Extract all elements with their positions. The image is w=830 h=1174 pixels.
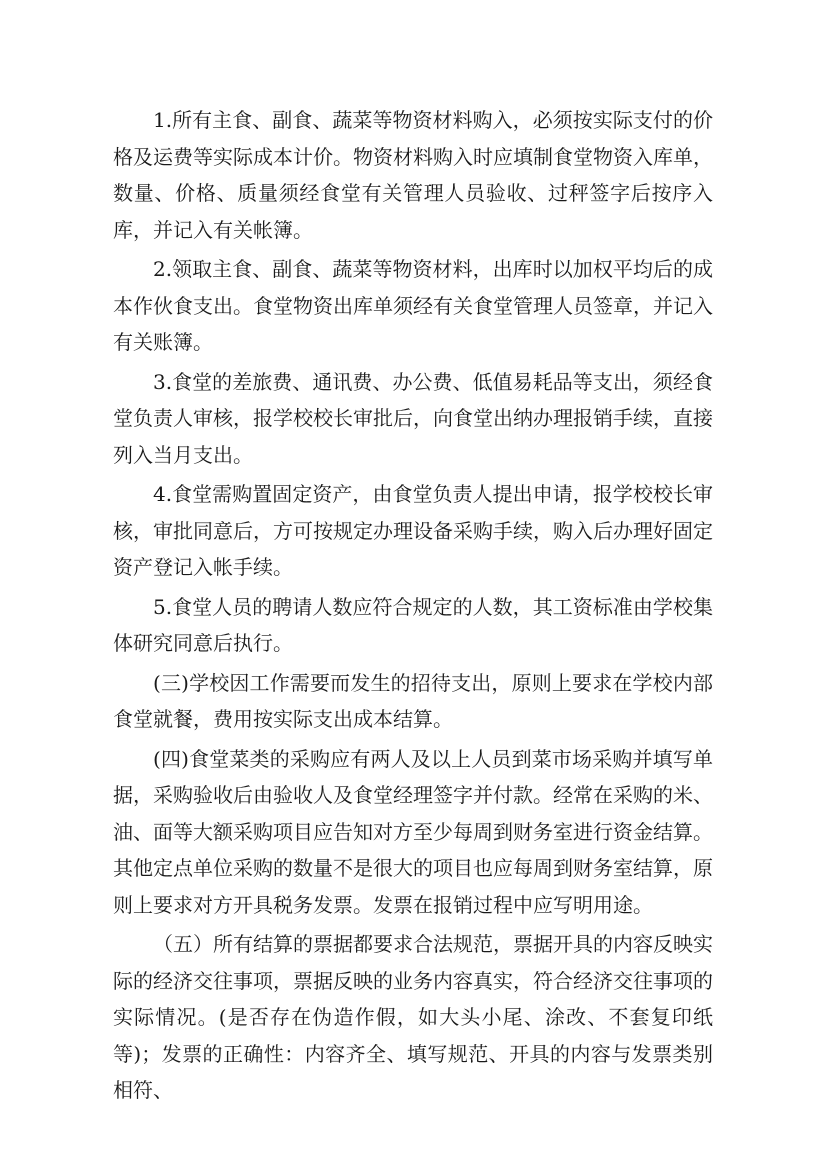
paragraph-section-5: （五）所有结算的票据都要求合法规范，票据开具的内容反映实际的经济交往事项，票据反映的业务内容真实，符合经济交往事项的实际情况。(是否存在伪造作假，如大头小尾、涂改、不套复印纸等)；发票的正确性：内容齐全、填写规范、开具的内容与发票类别相符、 — [113, 932, 713, 1102]
paragraph-section-3: (三)学校因工作需要而发生的招待支出，原则上要求在学校内部食堂就餐，费用按实际支出成本结算。 — [113, 670, 713, 731]
paragraph-item-5: 5.食堂人员的聘请人数应符合规定的人数，其工资标准由学校集体研究同意后执行。 — [113, 594, 713, 655]
paragraph-item-2: 2.领取主食、副食、蔬菜等物资材料，出库时以加权平均后的成本作伙食支出。食堂物资出库单须经有关食堂管理人员签章，并记入有关账簿。 — [113, 257, 713, 354]
paragraph-item-4: 4.食堂需购置固定资产，由食堂负责人提出申请，报学校校长审核，审批同意后，方可按规定办理设备采购手续，购入后办理好固定资产登记入帐手续。 — [113, 482, 713, 579]
paragraph-item-3: 3.食堂的差旅费、通讯费、办公费、低值易耗品等支出，须经食堂负责人审核，报学校校长审批后，向食堂出纳办理报销手续，直接列入当月支出。 — [113, 369, 713, 467]
paragraph-item-1: 1.所有主食、副食、蔬菜等物资材料购入，必须按实际支付的价格及运费等实际成本计价。物资材料购入时应填制食堂物资入库单，数量、价格、质量须经食堂有关管理人员验收、过秤签字后按序入库，并记入有关帐簿。 — [113, 108, 713, 242]
document-body — [113, 102, 713, 1109]
paragraph-section-4: (四)食堂菜类的采购应有两人及以上人员到菜市场采购并填写单据，采购验收后由验收人及食堂经理签字并付款。经常在采购的米、油、面等大额采购项目应告知对方至少每周到财务室进行资金结算。其他定点单位采购的数量不是很大的项目也应每周到财务室结算，原则上要求对方开具税务发票。发票在报销过程中应写明用途。 — [113, 746, 713, 917]
